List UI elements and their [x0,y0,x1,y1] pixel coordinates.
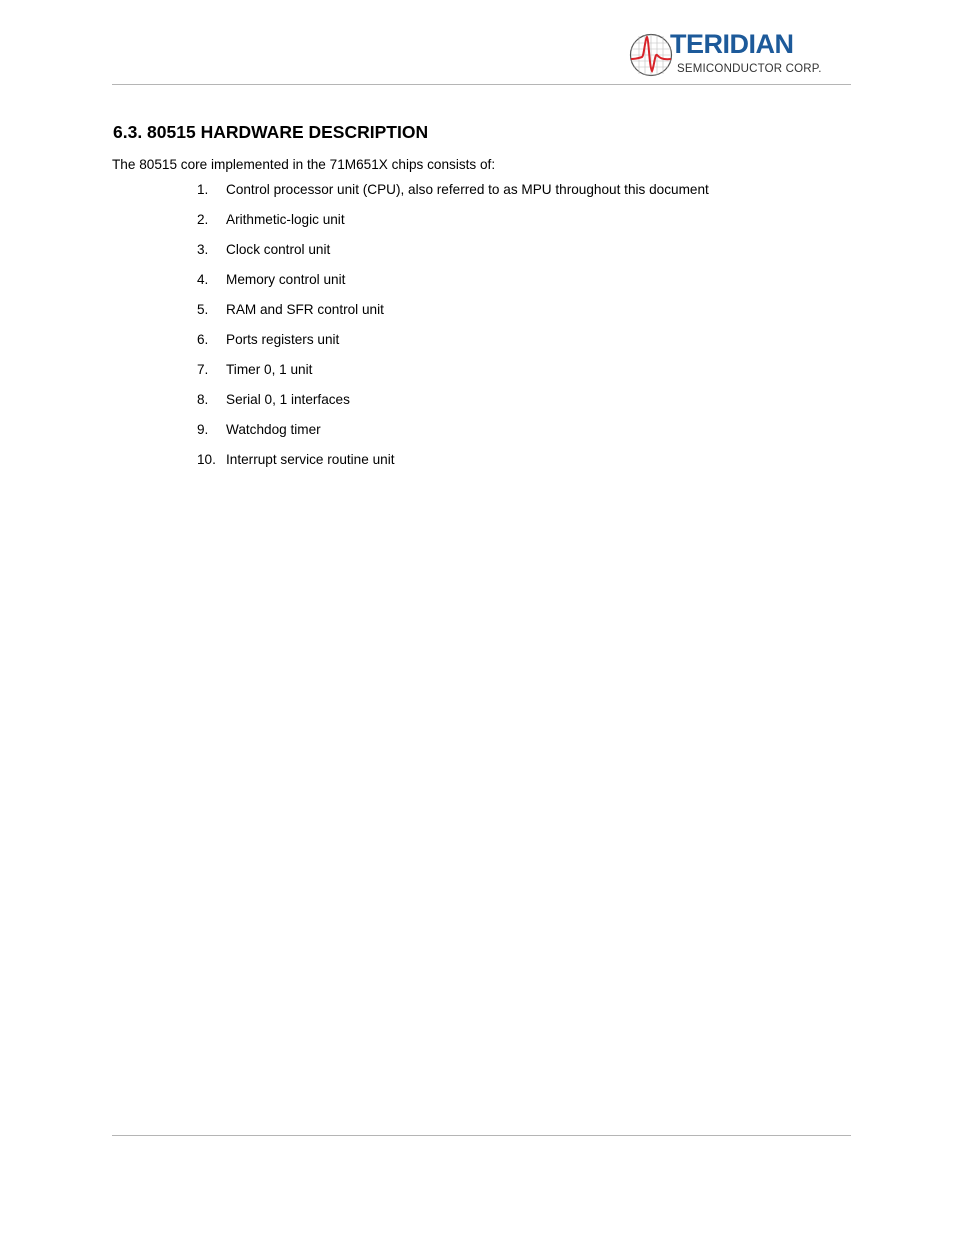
list-item-number: 10. [197,452,216,467]
teridian-logo [629,31,829,79]
list-item-text: Arithmetic-logic unit [226,212,345,227]
list-item-number: 5. [197,302,209,317]
list-item-number: 6. [197,332,209,347]
list-item-text: Interrupt service routine unit [226,452,395,467]
header-divider [112,84,851,85]
logo-company-subtitle: SEMICONDUCTOR CORP. [677,63,822,75]
list-item-number: 4. [197,272,209,287]
section-heading: 6.3. 80515 HARDWARE DESCRIPTION [113,122,429,142]
list-item-text: Clock control unit [226,242,331,257]
list-item-text: Ports registers unit [226,332,340,347]
list-item-number: 8. [197,392,209,407]
intro-paragraph: The 80515 core implemented in the 71M651X chips consists of: [112,157,496,172]
teridian-logo-mark-icon [629,33,673,77]
logo-company-name: TERIDIAN [670,29,794,59]
list-item-text: Control processor unit (CPU), also referred to as MPU throughout this document [226,182,709,197]
list-item-text: RAM and SFR control unit [226,302,384,317]
list-item-number: 7. [197,362,209,377]
list-item-number: 1. [197,182,209,197]
list-item-text: Watchdog timer [226,422,321,437]
list-item-text: Memory control unit [226,272,346,287]
list-item-number: 3. [197,242,209,257]
list-item-text: Serial 0, 1 interfaces [226,392,350,407]
list-item-number: 9. [197,422,209,437]
footer-divider [112,1135,851,1136]
list-item-text: Timer 0, 1 unit [226,362,313,377]
list-item-number: 2. [197,212,209,227]
